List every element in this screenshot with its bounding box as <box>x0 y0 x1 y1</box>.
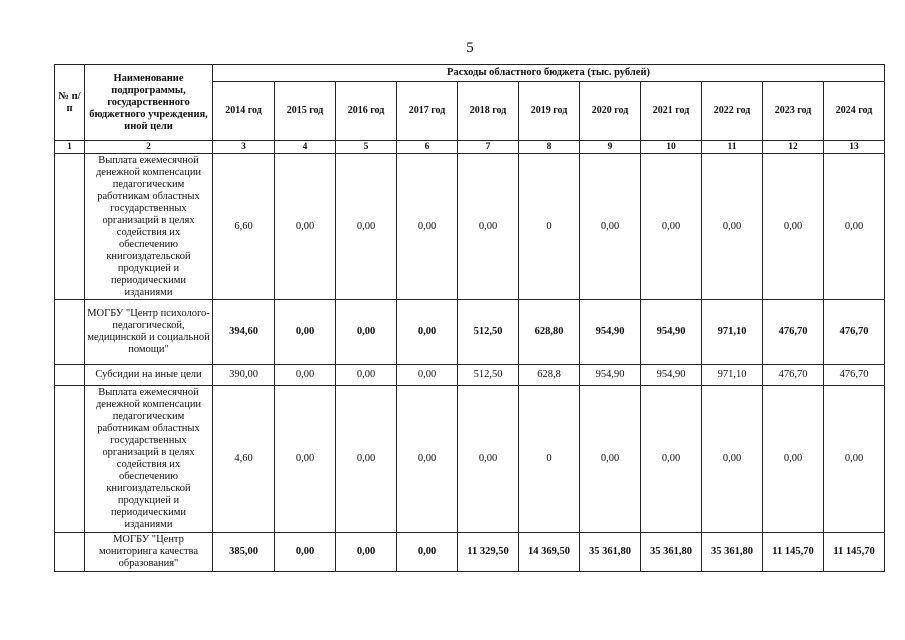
row-num <box>55 154 85 300</box>
row-value: 0,00 <box>336 365 397 386</box>
row-value: 628,8 <box>519 365 580 386</box>
table-row <box>55 154 885 300</box>
row-value: 0,00 <box>763 154 824 300</box>
header-year: 2024 год <box>824 82 885 141</box>
row-value: 0,00 <box>702 154 763 300</box>
header-year: 2022 год <box>702 82 763 141</box>
row-value: 0,00 <box>458 154 519 300</box>
col-number: 7 <box>458 141 519 154</box>
row-name: Выплата ежемесячной денежной компенсации педагогическим работникам областных государственных организаций в целях содействия их обеспечению книгоиздательской продукцией и периодическими изданиями <box>85 154 213 300</box>
row-value: 954,90 <box>580 300 641 365</box>
row-value: 0,00 <box>397 533 458 572</box>
header-year: 2019 год <box>519 82 580 141</box>
row-value: 628,80 <box>519 300 580 365</box>
row-value: 512,50 <box>458 300 519 365</box>
col-number: 3 <box>213 141 275 154</box>
row-value: 0,00 <box>397 386 458 533</box>
header-year: 2018 год <box>458 82 519 141</box>
row-value: 11 145,70 <box>763 533 824 572</box>
header-year: 2015 год <box>275 82 336 141</box>
row-value: 476,70 <box>824 300 885 365</box>
row-value: 0,00 <box>275 154 336 300</box>
row-value: 0,00 <box>275 365 336 386</box>
row-value: 35 361,80 <box>641 533 702 572</box>
budget-table <box>54 64 885 572</box>
row-num <box>55 365 85 386</box>
header-year: 2021 год <box>641 82 702 141</box>
row-value: 35 361,80 <box>580 533 641 572</box>
row-value: 390,00 <box>213 365 275 386</box>
row-value: 0,00 <box>458 386 519 533</box>
row-value: 0,00 <box>580 154 641 300</box>
row-value: 954,90 <box>641 365 702 386</box>
header-year: 2016 год <box>336 82 397 141</box>
header-expenses-group: Расходы областного бюджета (тыс. рублей) <box>213 65 885 82</box>
row-value: 0,00 <box>824 154 885 300</box>
row-value: 14 369,50 <box>519 533 580 572</box>
header-year: 2014 год <box>213 82 275 141</box>
row-name: МОГБУ "Центр мониторинга качества образования" <box>85 533 213 572</box>
col-number: 12 <box>763 141 824 154</box>
col-number: 6 <box>397 141 458 154</box>
row-value: 35 361,80 <box>702 533 763 572</box>
row-num <box>55 533 85 572</box>
row-value: 0,00 <box>763 386 824 533</box>
row-value: 512,50 <box>458 365 519 386</box>
col-number: 2 <box>85 141 213 154</box>
row-value: 4,60 <box>213 386 275 533</box>
row-value: 0,00 <box>641 154 702 300</box>
row-name: Субсидии на иные цели <box>85 365 213 386</box>
header-num: № п/ п <box>55 65 85 141</box>
row-value: 954,90 <box>641 300 702 365</box>
row-num <box>55 300 85 365</box>
col-number: 4 <box>275 141 336 154</box>
row-value: 0,00 <box>397 154 458 300</box>
table-row <box>55 533 885 572</box>
row-value: 0 <box>519 386 580 533</box>
row-value: 0,00 <box>824 386 885 533</box>
header-year: 2020 год <box>580 82 641 141</box>
page-number: 5 <box>466 40 474 56</box>
row-value: 385,00 <box>213 533 275 572</box>
col-number: 10 <box>641 141 702 154</box>
header-year: 2017 год <box>397 82 458 141</box>
row-value: 971,10 <box>702 365 763 386</box>
header-name: Наименование подпрограммы, государственного бюджетного учреждения, иной цели <box>85 65 213 141</box>
row-value: 0,00 <box>641 386 702 533</box>
row-value: 11 329,50 <box>458 533 519 572</box>
row-value: 476,70 <box>824 365 885 386</box>
row-value: 11 145,70 <box>824 533 885 572</box>
row-value: 0,00 <box>336 300 397 365</box>
row-value: 476,70 <box>763 300 824 365</box>
row-value: 0,00 <box>397 365 458 386</box>
col-number: 9 <box>580 141 641 154</box>
col-number: 8 <box>519 141 580 154</box>
table-row <box>55 365 885 386</box>
row-name: Выплата ежемесячной денежной компенсации педагогическим работникам областных государственных организаций в целях содействия их обеспечению книгоиздательской продукцией и периодическими изданиями <box>85 386 213 533</box>
header-row-group <box>55 65 885 82</box>
row-value: 476,70 <box>763 365 824 386</box>
row-value: 6,60 <box>213 154 275 300</box>
row-name: МОГБУ "Центр психолого-педагогической, медицинской и социальной помощи" <box>85 300 213 365</box>
col-number: 5 <box>336 141 397 154</box>
header-row-col-numbers <box>55 141 885 154</box>
row-value: 0,00 <box>702 386 763 533</box>
header-year: 2023 год <box>763 82 824 141</box>
col-number: 1 <box>55 141 85 154</box>
table-row <box>55 386 885 533</box>
row-value: 0,00 <box>580 386 641 533</box>
row-num <box>55 386 85 533</box>
col-number: 11 <box>702 141 763 154</box>
row-value: 0,00 <box>275 533 336 572</box>
row-value: 0,00 <box>275 300 336 365</box>
row-value: 0,00 <box>336 154 397 300</box>
col-number: 13 <box>824 141 885 154</box>
row-value: 0,00 <box>397 300 458 365</box>
row-value: 0,00 <box>275 386 336 533</box>
row-value: 0,00 <box>336 386 397 533</box>
row-value: 0 <box>519 154 580 300</box>
table-row <box>55 300 885 365</box>
row-value: 0,00 <box>336 533 397 572</box>
row-value: 971,10 <box>702 300 763 365</box>
row-value: 954,90 <box>580 365 641 386</box>
row-value: 394,60 <box>213 300 275 365</box>
